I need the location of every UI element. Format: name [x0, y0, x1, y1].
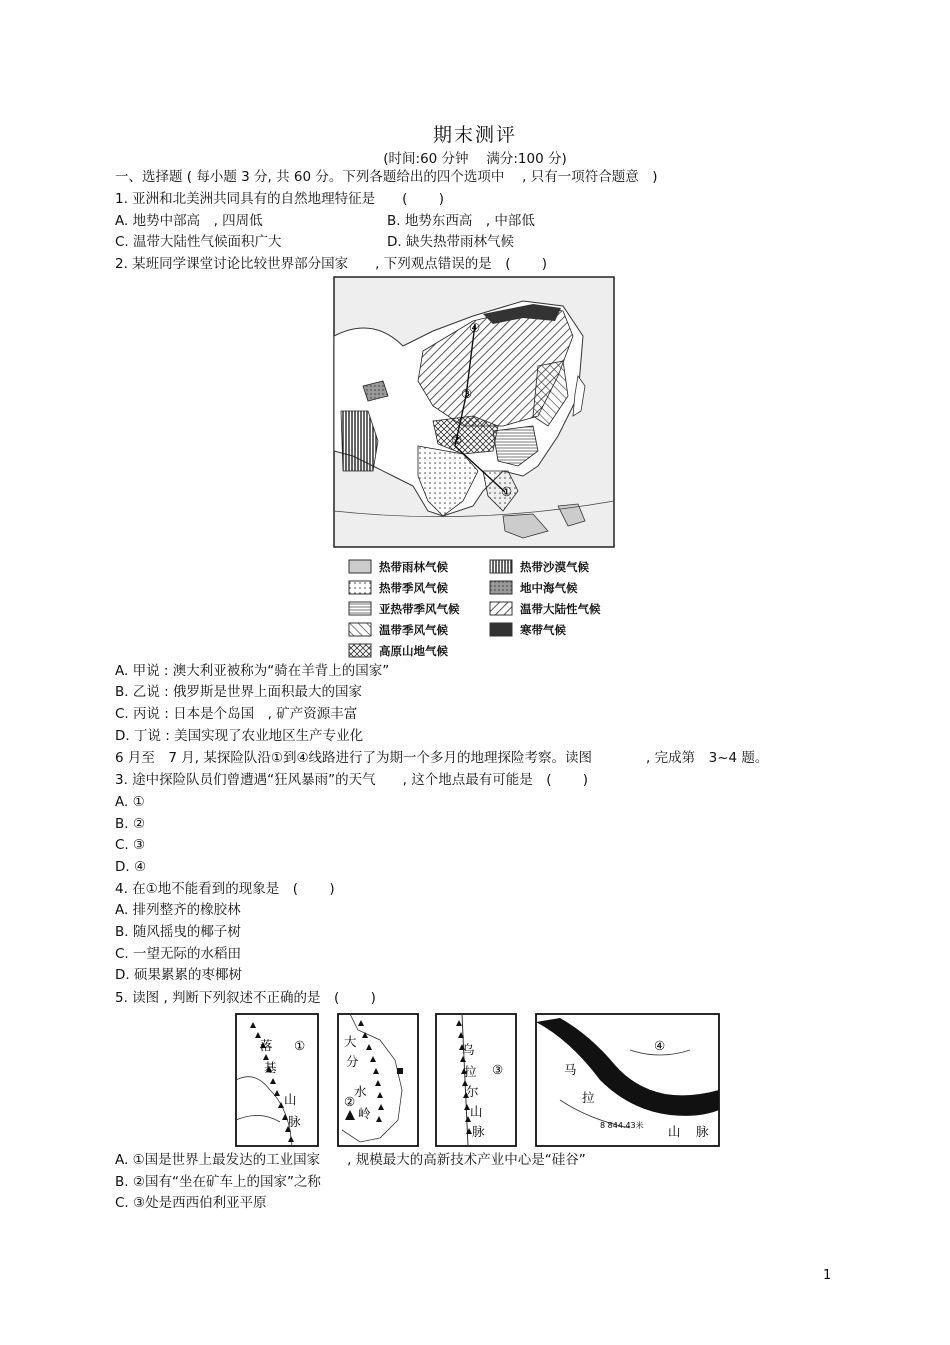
q3-option-c: C. ③	[115, 837, 146, 853]
map2-4-number: ④	[654, 1038, 666, 1053]
q1-option-d: D. 缺失热带雨林气候	[387, 234, 514, 250]
q2-stem: 2. 某班同学课堂讨论比较世界部分国家 , 下列观点错误的是 ( )	[115, 256, 548, 272]
legend-tropical-desert: 热带沙漠气候	[520, 560, 589, 574]
q3-option-d: D. ④	[115, 859, 147, 875]
q5-stem: 5. 读图 , 判断下列叙述不正确的是 ( )	[115, 990, 376, 1006]
legend-tropical-monsoon: 热带季风气候	[379, 581, 448, 595]
q2-option-b: B. 乙说 : 俄罗斯是世界上面积最大的国家	[115, 684, 362, 700]
map2-3-char-1: 拉	[464, 1064, 477, 1079]
q5-option-a: A. ①国是世界上最发达的工业国家 , 规模最大的高新技术产业中心是“硅谷”	[115, 1152, 586, 1168]
q5-option-c: C. ③处是西西伯利亚平原	[115, 1195, 267, 1211]
legend-temperate-continental: 温带大陆性气候	[520, 602, 601, 616]
q2-option-a: A. 甲说 : 澳大利亚被称为“骑在羊背上的国家”	[115, 663, 390, 679]
map2-4-char-3: 脉	[696, 1124, 709, 1139]
q3-option-a: A. ①	[115, 794, 145, 810]
q4-stem: 4. 在①地不能看到的现象是 ( )	[115, 881, 335, 897]
map2-3-char-2: 尔	[466, 1084, 479, 1099]
q4-option-a: A. 排列整齐的橡胶林	[115, 902, 241, 918]
legend-subtropical-monsoon: 亚热带季风气候	[379, 602, 460, 616]
q1-stem: 1. 亚洲和北美洲共同具有的自然地理特征是 ( )	[115, 191, 444, 207]
page-subtitle: (时间:60 分钟 满分:100 分)	[383, 151, 567, 167]
section-heading: 一、选择题 ( 每小题 3 分, 共 60 分。下列各题给出的四个选项中 , 只有一项符合题意 )	[115, 169, 658, 185]
q2-option-c: C. 丙说 : 日本是个岛国 , 矿产资源丰富	[115, 706, 358, 722]
map2-4-char-1: 拉	[582, 1090, 595, 1105]
q1-option-b: B. 地势东西高 , 中部低	[387, 213, 535, 229]
map2-2-number: ②	[344, 1094, 356, 1109]
map2-2-char-2: 水	[354, 1084, 367, 1099]
q3-stem: 3. 途中探险队员们曾遭遇“狂风暴雨”的天气 , 这个地点最有可能是 ( )	[115, 772, 589, 788]
intro-q3-q4: 6 月至 7 月, 某探险队沿①到④线路进行了为期一个多月的地理探险考察。读图 , 完成第 3~4 题。	[115, 750, 769, 766]
map2-3-char-4: 脉	[472, 1124, 485, 1139]
q4-option-d: D. 硕果累累的枣椰树	[115, 967, 242, 983]
q1-option-c: C. 温带大陆性气候面积广大	[115, 234, 282, 250]
map2-2-char-0: 大	[344, 1034, 357, 1049]
map2-1-number: ①	[294, 1038, 306, 1053]
legend-temperate-monsoon: 温带季风气候	[379, 623, 448, 637]
map2-3-char-0: 乌	[462, 1042, 475, 1057]
map2-4-char-2: 山	[668, 1124, 681, 1139]
map2-4-char-0: 马	[564, 1062, 577, 1077]
map1-point-2: ②	[451, 432, 463, 447]
q1-option-a: A. 地势中部高 , 四周低	[115, 213, 263, 229]
page-title: 期末测评	[432, 124, 517, 146]
map2-3-char-3: 山	[470, 1104, 483, 1119]
legend-plateau-mountain: 高原山地气候	[379, 644, 448, 658]
map2-3-number: ③	[492, 1062, 504, 1077]
asia-climate-map	[333, 276, 615, 658]
q4-option-b: B. 随风摇曳的椰子树	[115, 924, 241, 940]
map2-1-char-1: 基	[264, 1060, 277, 1075]
map2-1-char-0: 落	[260, 1038, 273, 1053]
legend-mediterranean: 地中海气候	[520, 581, 578, 595]
q5-option-b: B. ②国有“坐在矿车上的国家”之称	[115, 1174, 321, 1190]
map1-point-1: ①	[501, 484, 513, 499]
map2-2-char-3: 岭	[358, 1106, 371, 1121]
q4-option-c: C. 一望无际的水稻田	[115, 946, 242, 962]
q2-option-d: D. 丁说 : 美国实现了农业地区生产专业化	[115, 728, 364, 744]
map2-1-char-3: 脉	[288, 1114, 301, 1129]
map2-2-char-1: 分	[346, 1054, 359, 1069]
mountain-maps-svg	[230, 1010, 722, 1150]
map1-point-4: ④	[469, 320, 481, 335]
legend-tropical-rainforest: 热带雨林气候	[379, 560, 448, 574]
map2-4-peak: 8 844.43米	[600, 1121, 644, 1130]
page-number: 1	[823, 1268, 832, 1283]
q3-option-b: B. ②	[115, 816, 145, 832]
legend-cold: 寒带气候	[520, 623, 566, 637]
map2-1-char-2: 山	[284, 1092, 297, 1107]
map1-point-3: ③	[461, 386, 473, 401]
mountain-maps	[230, 1010, 722, 1150]
